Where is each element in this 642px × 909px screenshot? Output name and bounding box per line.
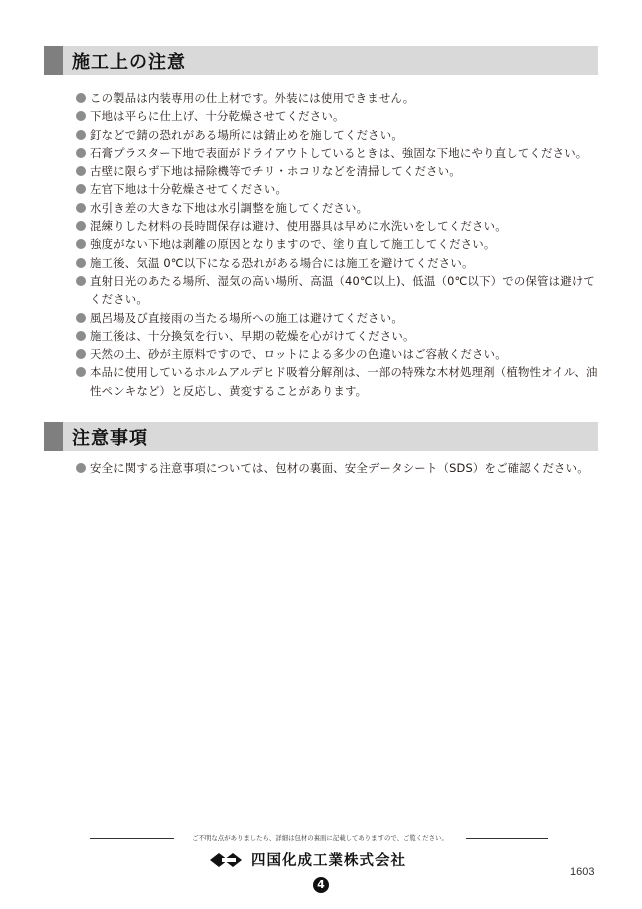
bullet-icon bbox=[76, 93, 86, 103]
list-item bbox=[76, 144, 600, 162]
list-item-text: 水引き差の大きな下地は水引調整を施してください。 bbox=[90, 200, 369, 215]
header-accent-bar bbox=[44, 46, 63, 75]
bullet-icon bbox=[76, 148, 86, 158]
construction-notes-list bbox=[76, 89, 600, 400]
bullet-icon bbox=[76, 203, 86, 213]
list-item bbox=[76, 327, 600, 345]
list-item-text: 直射日光のあたる場所、湿気の高い場所、高温（40℃以上)、低温（0℃以下）での保管は避けてください。 bbox=[90, 273, 596, 307]
list-item-text: 施工後、気温 0℃以下になる恐れがある場合には施工を避けてください。 bbox=[90, 255, 474, 270]
list-item bbox=[76, 345, 600, 363]
company-name: 四国化成工業株式会社 bbox=[251, 853, 406, 869]
bullet-icon bbox=[76, 221, 86, 231]
list-item bbox=[76, 180, 600, 198]
list-item bbox=[76, 363, 600, 400]
footer-rule-right bbox=[466, 838, 548, 839]
bullet-icon bbox=[76, 166, 86, 176]
list-item bbox=[76, 309, 600, 327]
footer-note: ご不明な点がありましたら、詳細は包材の裏面に記載してありますので、ご覧ください。 bbox=[192, 834, 448, 842]
bullet-icon bbox=[76, 239, 86, 249]
section-header-precautions bbox=[44, 422, 598, 451]
list-item-text: 風呂場及び直接雨の当たる場所への施工は避けてください。 bbox=[90, 310, 403, 325]
list-item bbox=[76, 126, 600, 144]
bullet-icon bbox=[76, 276, 86, 286]
list-item bbox=[76, 107, 600, 125]
document-code: 1603 bbox=[570, 866, 595, 878]
list-item bbox=[76, 89, 600, 107]
precautions-list bbox=[76, 459, 600, 477]
page-number: 4 bbox=[313, 877, 329, 893]
list-item-text: 左官下地は十分乾燥させてください。 bbox=[90, 182, 288, 197]
bullet-icon bbox=[76, 313, 86, 323]
footer-rule-left bbox=[90, 838, 174, 839]
list-item bbox=[76, 272, 600, 309]
bullet-icon bbox=[76, 111, 86, 121]
list-item-text: 下地は平らに仕上げ、十分乾燥させてください。 bbox=[90, 109, 345, 124]
list-item-text: 強度がない下地は剥離の原因となりますので、塗り直して施工してください。 bbox=[90, 237, 496, 252]
section-header-construction-notes bbox=[44, 46, 598, 75]
list-item-text: 古壁に限らず下地は掃除機等でチリ・ホコリなどを清掃してください。 bbox=[90, 164, 461, 179]
section-title: 施工上の注意 bbox=[72, 51, 186, 73]
bullet-icon bbox=[76, 463, 86, 473]
list-item bbox=[76, 199, 600, 217]
list-item bbox=[76, 254, 600, 272]
company-signature bbox=[210, 849, 406, 870]
company-logo-icon bbox=[210, 851, 248, 869]
list-item bbox=[76, 459, 600, 477]
list-item bbox=[76, 235, 600, 253]
bullet-icon bbox=[76, 258, 86, 268]
bullet-icon bbox=[76, 184, 86, 194]
bullet-icon bbox=[76, 130, 86, 140]
list-item-text: 本品に使用しているホルムアルデヒド吸着分解剤は、一部の特殊な木材処理剤（植物性オイル、油性ペンキなど）と反応し、黄変することがあります。 bbox=[90, 365, 598, 398]
bullet-icon bbox=[76, 349, 86, 359]
list-item bbox=[76, 162, 600, 180]
list-item-text: 釘などで錆の恐れがある場所には錆止めを施してください。 bbox=[90, 127, 403, 142]
bullet-icon bbox=[76, 367, 86, 377]
section-title: 注意事項 bbox=[72, 427, 148, 449]
list-item-text: 天然の土、砂が主原料ですので、ロットによる多少の色違いはご容赦ください。 bbox=[90, 347, 507, 362]
bullet-icon bbox=[76, 331, 86, 341]
list-item bbox=[76, 217, 600, 235]
header-accent-bar bbox=[44, 422, 63, 451]
list-item-text: 施工後は、十分換気を行い、早期の乾燥を心がけてください。 bbox=[90, 328, 415, 343]
list-item-text: この製品は内装専用の仕上材です。外装には使用できません。 bbox=[90, 91, 415, 105]
list-item-text: 石膏プラスター下地で表面がドライアウトしているときは、強固な下地にやり直してください。 bbox=[90, 145, 588, 160]
list-item-text: 安全に関する注意事項については、包材の裏面、安全データシート（SDS）をご確認ください。 bbox=[90, 461, 589, 475]
list-item-text: 混練りした材料の長時間保存は避け、使用器具は早めに水洗いをしてください。 bbox=[90, 219, 507, 234]
